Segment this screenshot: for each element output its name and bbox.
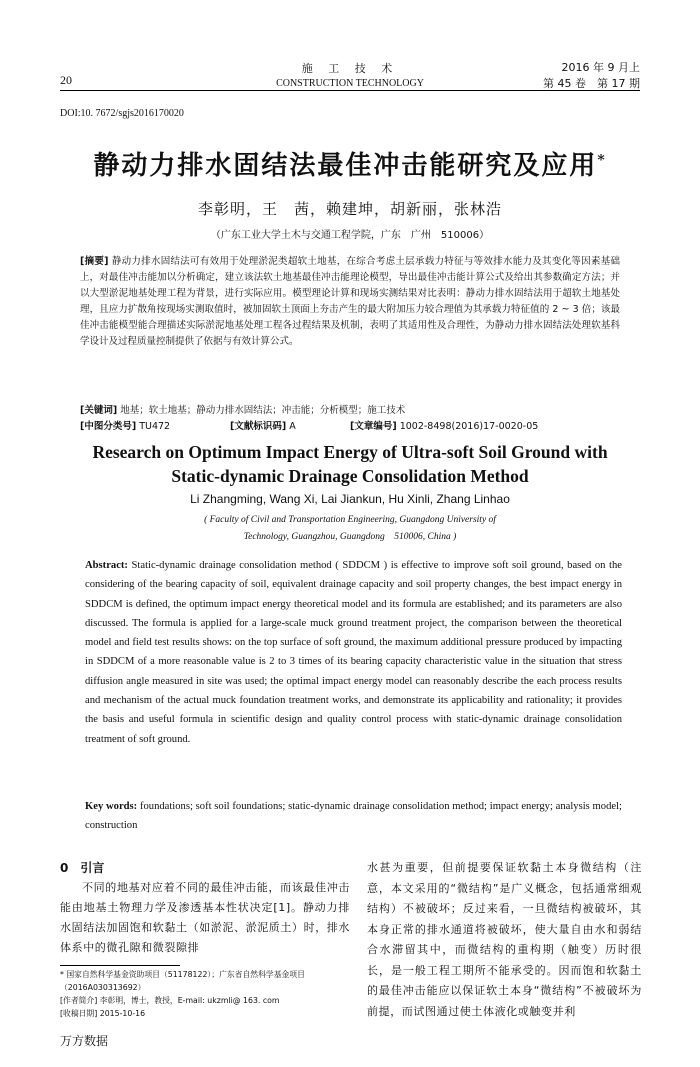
journal-name-en: CONSTRUCTION TECHNOLOGY (276, 78, 424, 89)
abstract-en-text: Static-dynamic drainage consolidation method ( SDDCM ) is effective to improve soft soil ground, based on the considering of the bearing capacity of soil, equivalent drainage capacity and soil property changes, the best impact energy in SDDCM is defined, the optimum impact energy theoretical model and its formula are established; and its parameters are also discussed. The formula is applied for a large-scale muck ground treatment project, the comparison between the theoretical model and field test results shows: on the top surface of soft ground, the maximum additional pressure produced by impacting in SDDCM of a more reasonable value is 2 to 3 times of its bearing capacity characteristic value in the situation that stress diffusion angle measured in site was used; the optimal impact energy model can reasonably describe the each process results and mechanism of the actual muck foundation treatment works, and demonstrate its applicability and rationality; it provides the basis and useful formula in scientific design and quality control process with static-dynamic drainage consolidation treatment of soft ground. (85, 560, 622, 745)
intro-section (60, 858, 350, 958)
clc-value: TU472 (136, 421, 171, 432)
title-en-line2: Static-dynamic Drainage Consolidation Method (171, 466, 529, 486)
footnote-received: [收稿日期] 2015-10-16 (60, 1009, 146, 1018)
footnote-funding: * 国家自然科学基金资助项目（51178122）；广东省自然科学基金项目（2016A030313692） (60, 970, 305, 992)
abstract-cn-label: [摘要] (80, 256, 109, 267)
issue-date: 2016 年 9 月上 (561, 61, 640, 74)
doc-code (230, 418, 296, 432)
affiliation-cn: （广东工业大学土木与交通工程学院，广东 广州 510006） (210, 230, 490, 241)
keywords-cn (80, 402, 620, 416)
header-rule (60, 90, 640, 91)
intro-heading: 0 引言 (60, 861, 105, 875)
footnote-author: [作者简介] 李彰明，博士，教授，E-mail: ukzmli@ 163. com (60, 996, 280, 1005)
keywords-en-label: Key words: (85, 801, 138, 812)
issue-info (543, 60, 640, 92)
title-cn (0, 145, 700, 182)
right-column-text: 水甚为重要，但前提要保证软黏土本身微结构（注意，本文采用的“微结构”是广义概念，包括通常细观结构）不被破坏；反过来看，一旦微结构被破坏，其本身正常的排水通道将被破坏，使大量自由水和弱结合水滞留其中，而微结构的重构期（触变）历时很长，是一般工程工期所不能承受的。因而饱和软黏土的最佳冲击能应以保证软土本身“微结构”不被破坏为前提，而试图通过使土体液化或触变并利 (367, 861, 642, 1018)
abstract-en (85, 556, 622, 749)
doc-value: A (286, 421, 296, 432)
page-number: 20 (60, 73, 72, 87)
title-en-line1: Research on Optimum Impact Energy of Ultra-soft Soil Ground with (92, 442, 608, 462)
doc-label: [文献标识码] (230, 421, 287, 432)
title-cn-text: 静动力排水固结法最佳冲击能研究及应用 (93, 151, 598, 181)
footnote-rule (60, 965, 180, 966)
keywords-en (85, 797, 622, 836)
intro-paragraph: 不同的地基对应着不同的最佳冲击能，而该最佳冲击能由地基土物理力学及渗透基本性状决定[1]。静动力排水固结法加固饱和软黏土（如淤泥、淤泥质土）时，排水体系中的微孔隙和微裂隙排 (60, 881, 350, 954)
authors-cn: 李彰明，王 茜，赖建坤，胡新丽，张林浩 (197, 200, 502, 218)
affiliation-en-line2: Technology, Guangzhou, Guangdong 510006, China ) (243, 532, 457, 542)
art-label: [文章编号] (350, 421, 397, 432)
abstract-en-label: Abstract: (85, 560, 128, 571)
clc-label: [中图分类号] (80, 421, 137, 432)
footnotes (60, 968, 350, 1020)
affiliation-en-line1: ( Faculty of Civil and Transportation Engineering, Guangdong University of (204, 515, 496, 525)
doi[interactable]: DOI:10. 7672/sgjs2016170020 (60, 108, 184, 119)
issue-volume: 第 45 卷 第 17 期 (543, 77, 640, 90)
keywords-cn-label: [关键词] (80, 405, 118, 416)
abstract-cn (80, 254, 620, 350)
title-footnote-mark: * (597, 152, 607, 169)
authors-en: Li Zhangming, Wang Xi, Lai Jiankun, Hu Xinli, Zhang Linhao (190, 492, 510, 506)
affiliation-en (150, 512, 550, 546)
clc-code (80, 418, 170, 432)
art-value: 1002-8498(2016)17-0020-05 (396, 421, 539, 432)
keywords-cn-text: 地基；软土地基；静动力排水固结法；冲击能；分析模型；施工技术 (117, 405, 406, 416)
watermark: 万方数据 (60, 1034, 109, 1048)
abstract-cn-text: 静动力排水固结法可有效用于处理淤泥类超软土地基，在综合考虑土层承载力特征与等效排水能力及其变化等因素基础上，对最佳冲击能加以分析确定，建立该法软土地基最佳冲击能理论模型，导出最佳冲击能计算公式及给出其参数确定方法；并以大型淤泥地基处理工程为背景，进行实际应用。模型理论计算和现场实测结果对比表明：静动力排水固结法用于超软土地基处理，且应力扩散角按现场实测取值时，被加固软土顶面上夯击产生的最大附加压力较合理值为其承载力特征值的 2 ~ 3 倍；该最佳冲击能模型能合理描述实际淤泥地基处理工程各过程结果及机制，表明了其适用性及合理性，为静动力排水固结法处理软基科学设计及过程质量控制提供了依据与有效计算公式。 (80, 256, 621, 347)
title-en (60, 440, 640, 488)
journal-name-cn: 施 工 技 术 (301, 62, 399, 75)
article-number (350, 418, 538, 432)
keywords-en-text: foundations; soft soil foundations; static-dynamic drainage consolidation method; impact energy; analysis model; construction (85, 801, 622, 832)
